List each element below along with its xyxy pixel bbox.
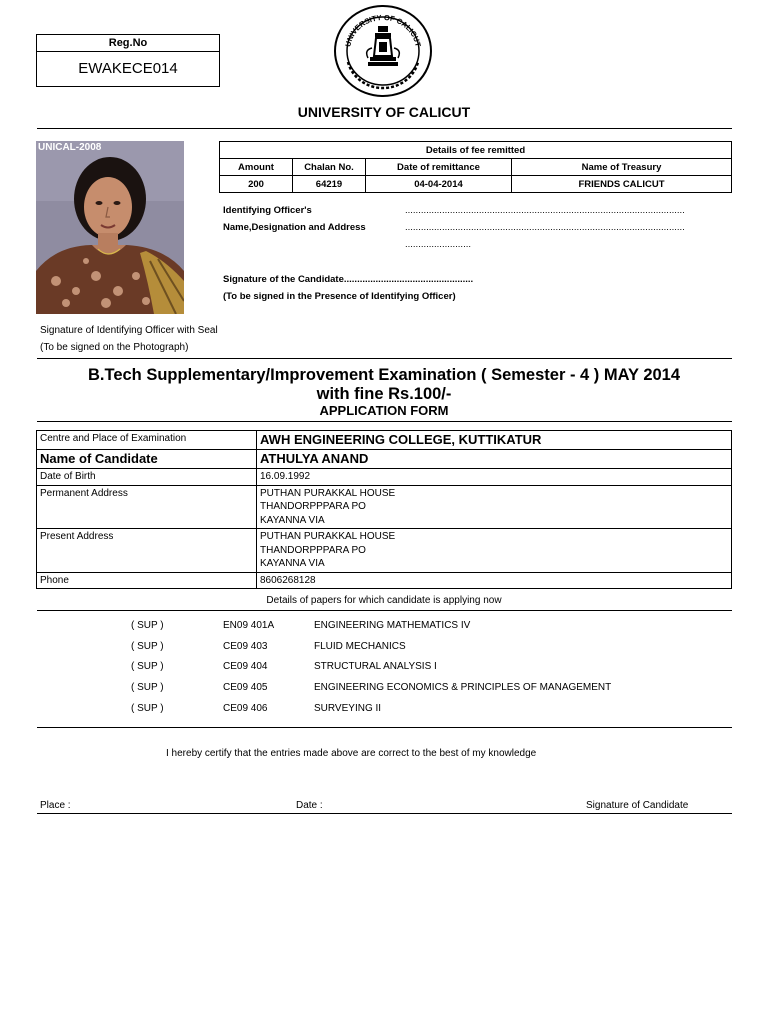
- officer-dots-3: .........................: [405, 239, 471, 250]
- present-address-label: Present Address: [37, 529, 257, 573]
- candidate-signature-note: (To be signed in the Presence of Identifying Officer): [223, 291, 456, 302]
- date-label: Date :: [296, 800, 323, 811]
- seal-text: UNIVERSITY OF CALICUT: [343, 12, 423, 48]
- phone-label: Phone: [37, 572, 257, 589]
- exam-title-line1: B.Tech Supplementary/Improvement Examination ( Semester - 4 ) MAY 2014: [87, 366, 681, 384]
- paper-code: CE09 406: [223, 703, 268, 714]
- exam-title-line2: with fine Rs.100/-: [316, 385, 452, 403]
- centre-label: Centre and Place of Examination: [37, 431, 257, 450]
- name-value: ATHULYA ANAND: [257, 450, 732, 469]
- fee-col-chalan: Chalan No.: [293, 159, 366, 176]
- fee-col-treasury: Name of Treasury: [512, 159, 732, 176]
- centre-value: AWH ENGINEERING COLLEGE, KUTTIKATUR: [257, 431, 732, 450]
- candidate-signature-line: Signature of the Candidate.................................................: [223, 274, 474, 285]
- dob-label: Date of Birth: [37, 469, 257, 486]
- university-name: UNIVERSITY OF CALICUT: [297, 104, 471, 120]
- divider: [37, 813, 732, 814]
- paper-type: ( SUP ): [131, 703, 164, 714]
- paper-row: [0, 661, 768, 675]
- divider: [37, 128, 732, 129]
- divider: [37, 421, 732, 422]
- divider: [37, 358, 732, 359]
- fee-amount: 200: [220, 176, 293, 193]
- present-address-line: PUTHAN PURAKKAL HOUSE: [260, 531, 396, 542]
- paper-type: ( SUP ): [131, 661, 164, 672]
- officer-seal-label: Signature of Identifying Officer with Seal: [40, 325, 218, 336]
- identifying-officer-label: Identifying Officer's: [223, 205, 312, 216]
- paper-row: [0, 682, 768, 696]
- paper-row: [0, 620, 768, 634]
- candidate-photo: [36, 141, 184, 314]
- officer-dots-2: ..........................................................................................................: [405, 222, 685, 233]
- present-address-line: KAYANNA VIA: [260, 558, 325, 569]
- place-label: Place :: [40, 800, 71, 811]
- reg-no-value: EWAKECE014: [78, 60, 178, 77]
- exam-title: [0, 366, 768, 404]
- paper-name: SURVEYING II: [314, 703, 382, 714]
- reg-no-box: [36, 34, 220, 87]
- permanent-address-line: PUTHAN PURAKKAL HOUSE: [260, 487, 396, 499]
- paper-type: ( SUP ): [131, 620, 164, 631]
- paper-row: [0, 641, 768, 655]
- paper-name: ENGINEERING MATHEMATICS IV: [314, 620, 471, 631]
- divider: [37, 727, 732, 728]
- paper-name: FLUID MECHANICS: [314, 641, 406, 652]
- name-label: Name of Candidate: [37, 450, 257, 469]
- form-title: APPLICATION FORM: [319, 403, 449, 418]
- permanent-address-label: Permanent Address: [37, 485, 257, 529]
- present-address-line: THANDORPPPARA PO: [260, 544, 366, 556]
- university-seal: [332, 4, 434, 98]
- present-address-value: [257, 529, 732, 573]
- candidate-signature-label: Signature of Candidate: [586, 800, 689, 811]
- permanent-address-value: [257, 485, 732, 529]
- fee-table-title: Details of fee remitted: [220, 142, 732, 159]
- paper-type: ( SUP ): [131, 682, 164, 693]
- fee-table: [219, 141, 732, 193]
- permanent-address-line: KAYANNA VIA: [260, 514, 325, 526]
- officer-seal-note: (To be signed on the Photograph): [40, 342, 189, 353]
- paper-type: ( SUP ): [131, 641, 164, 652]
- identifying-officer-sublabel: Name,Designation and Address: [223, 222, 366, 233]
- fee-chalan: 64219: [293, 176, 366, 193]
- photo-caption: UNICAL-2008: [38, 142, 102, 153]
- paper-code: CE09 405: [223, 682, 268, 693]
- paper-name: STRUCTURAL ANALYSIS I: [314, 661, 437, 672]
- paper-code: EN09 401A: [223, 620, 275, 631]
- fee-col-date: Date of remittance: [366, 159, 512, 176]
- paper-row: [0, 703, 768, 717]
- reg-no-label: Reg.No: [37, 35, 219, 52]
- officer-dots-1: ..........................................................................................................: [405, 205, 685, 216]
- dob-value: 16.09.1992: [257, 469, 732, 486]
- phone-value: 8606268128: [257, 572, 732, 589]
- fee-col-amount: Amount: [220, 159, 293, 176]
- fee-date: 04-04-2014: [366, 176, 512, 193]
- paper-code: CE09 403: [223, 641, 268, 652]
- papers-heading: Details of papers for which candidate is applying now: [266, 595, 502, 606]
- fee-treasury: FRIENDS CALICUT: [512, 176, 732, 193]
- divider: [37, 610, 732, 611]
- candidate-table: [36, 430, 732, 589]
- certification-text: I hereby certify that the entries made above are correct to the best of my knowledge: [166, 748, 537, 759]
- permanent-address-line: THANDORPPPARA PO: [260, 501, 366, 512]
- paper-name: ENGINEERING ECONOMICS & PRINCIPLES OF MANAGEMENT: [314, 682, 612, 693]
- paper-code: CE09 404: [223, 661, 268, 672]
